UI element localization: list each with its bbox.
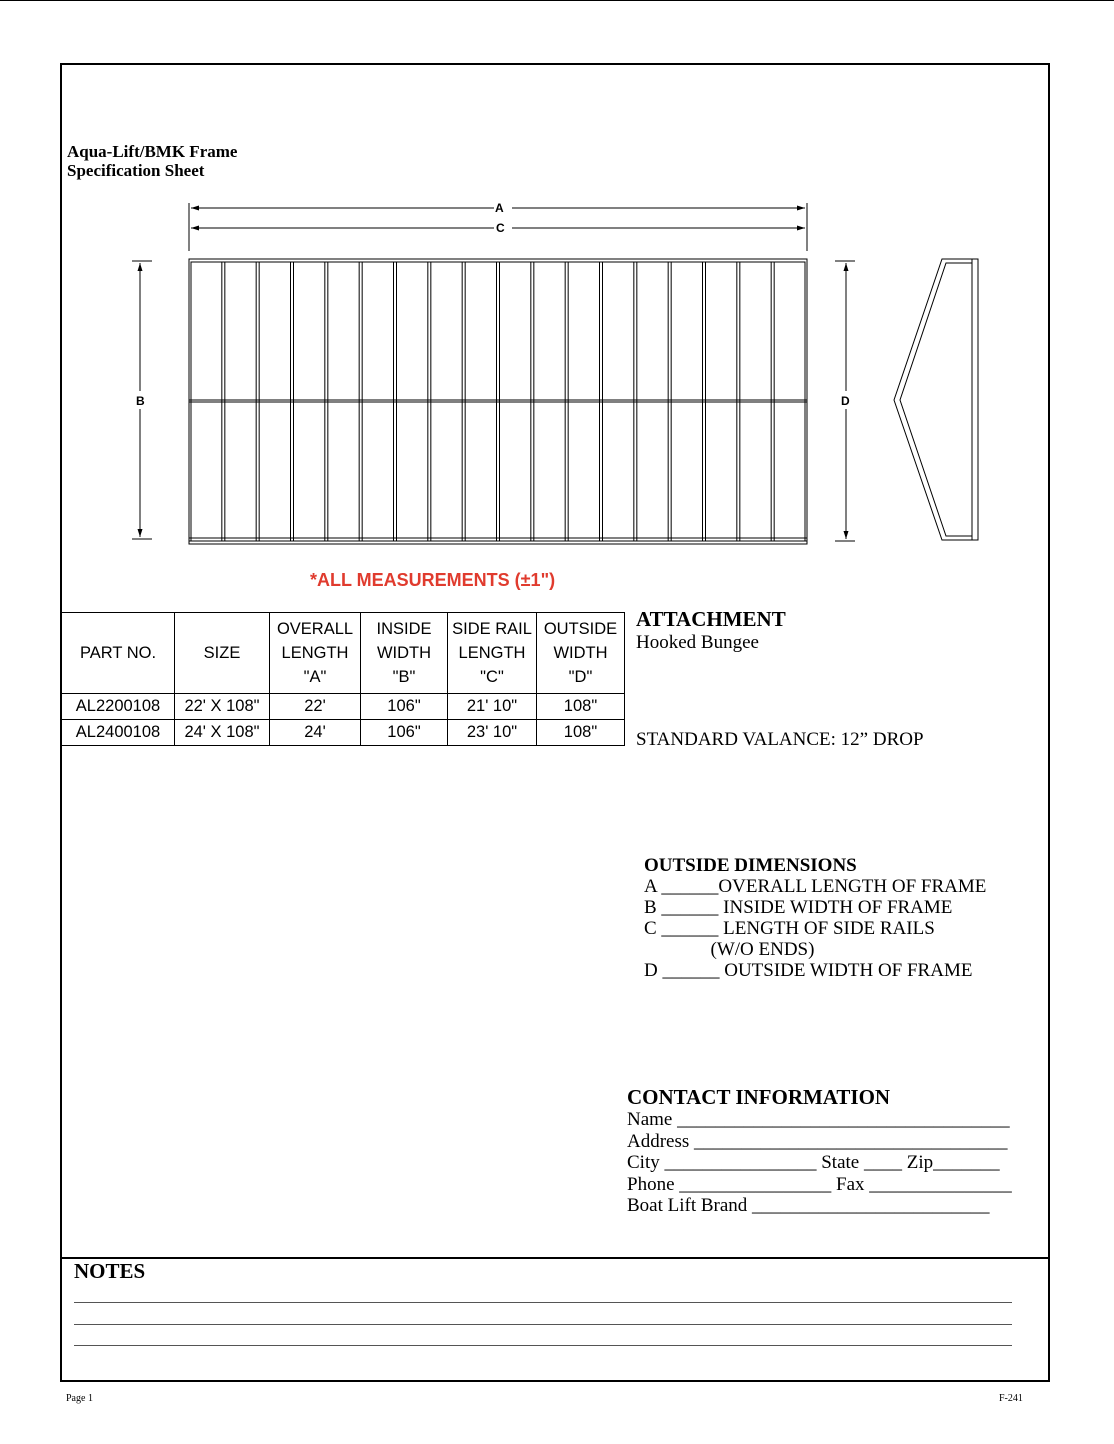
cell-side-rail-length: 23' 10" [448,720,537,746]
contact-name-field[interactable]: Name ___________________________________ [627,1109,1010,1130]
cell-outside-width: 108" [537,720,625,746]
table-row [62,720,625,746]
cell-inside-width: 106" [361,720,448,746]
cell-outside-width: 108" [537,694,625,720]
cell-overall-length: 24' [270,720,361,746]
outside-dimensions-heading: OUTSIDE DIMENSIONS [644,855,857,876]
page-number: Page 1 [66,1393,93,1404]
cell-inside-width: 106" [361,694,448,720]
notes-line[interactable] [74,1324,1012,1325]
cell-size: 22' X 108" [175,694,270,720]
dimension-line-a: A ______OVERALL LENGTH OF FRAME [644,876,987,897]
attachment-value: Hooked Bungee [636,632,759,653]
contact-heading: CONTACT INFORMATION [627,1085,891,1109]
header-part-no: PART NO. [62,613,175,694]
spec-table-header-row [62,613,625,694]
outside-dimensions [644,855,986,981]
cell-overall-length: 22' [270,694,361,720]
dimension-label-c: C [496,221,505,235]
contact-boat-lift-brand-field[interactable]: Boat Lift Brand _________________________ [627,1195,990,1216]
header-side-rail-length: SIDE RAIL LENGTH "C" [448,613,537,694]
frame-drawing [120,195,990,555]
dimension-line-d: D ______ OUTSIDE WIDTH OF FRAME [644,960,973,981]
header-outside-width: OUTSIDE WIDTH "D" [537,613,625,694]
contact-city-state-zip-field[interactable]: City ________________ State ____ Zip_______ [627,1152,1000,1173]
standard-valance: STANDARD VALANCE: 12” DROP [636,729,924,750]
header-size: SIZE [175,613,270,694]
dimension-line-c: C ______ LENGTH OF SIDE RAILS [644,918,935,939]
notes-divider [61,1257,1049,1259]
dimension-label-a: A [495,201,504,215]
top-rule [0,0,1114,1]
dimension-label-b: B [136,394,145,408]
header-overall-length: OVERALL LENGTH "A" [270,613,361,694]
notes-line[interactable] [74,1302,1012,1303]
attachment-heading: ATTACHMENT [636,607,786,631]
form-number: F-241 [999,1393,1023,1404]
spec-table [61,612,625,746]
contact-phone-fax-field[interactable]: Phone ________________ Fax _______________ [627,1173,1012,1195]
dimension-line-c-note: (W/O ENDS) [644,939,815,960]
contact-information [627,1085,1047,1217]
title-line-2: Specification Sheet [67,161,205,180]
cell-part-no: AL2400108 [62,720,175,746]
dimension-label-d: D [841,394,850,408]
cell-side-rail-length: 21' 10" [448,694,537,720]
measurement-note: *ALL MEASUREMENTS (±1") [310,570,556,590]
contact-address-field[interactable]: Address _________________________________ [627,1130,1008,1152]
title-line-1: Aqua-Lift/BMK Frame [67,142,238,161]
notes-line[interactable] [74,1345,1012,1346]
dimension-line-b: B ______ INSIDE WIDTH OF FRAME [644,897,953,918]
cell-part-no: AL2200108 [62,694,175,720]
header-inside-width: INSIDE WIDTH "B" [361,613,448,694]
document-title [67,142,237,180]
cell-size: 24' X 108" [175,720,270,746]
notes-heading: NOTES [74,1259,146,1283]
table-row [62,694,625,720]
